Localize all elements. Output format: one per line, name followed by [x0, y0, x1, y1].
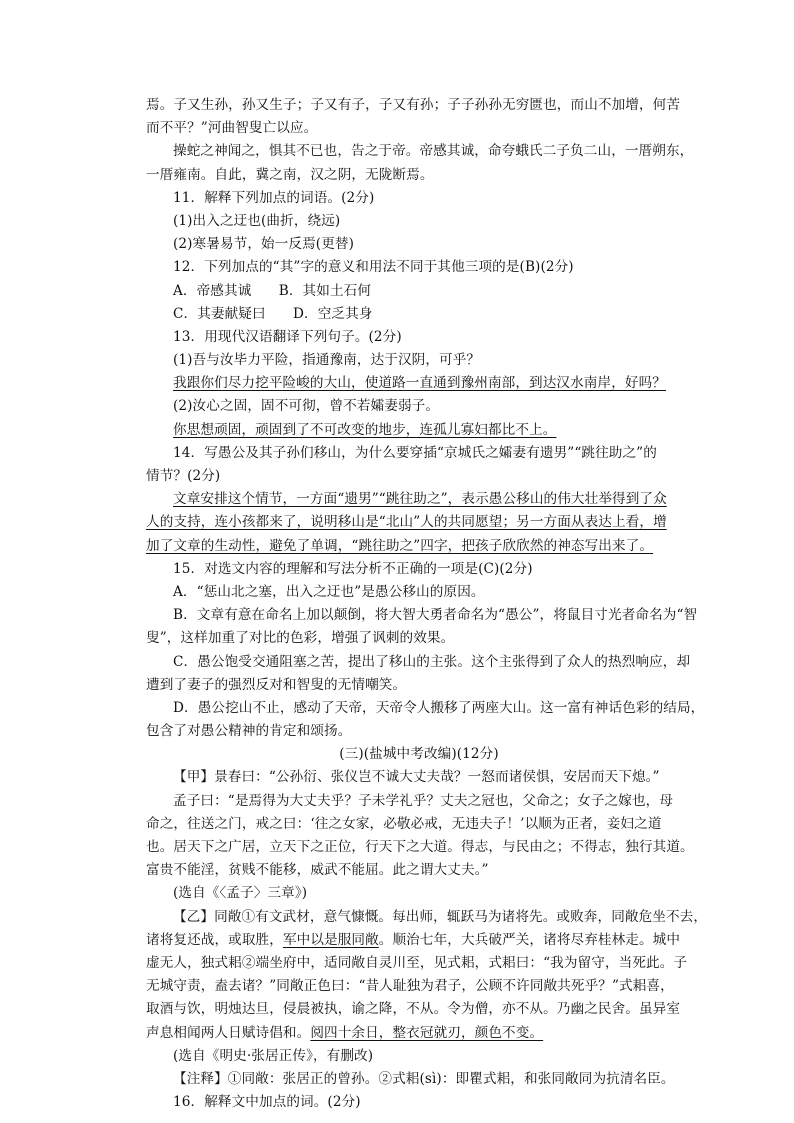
text-line: 16．解释文中加点的词。(2分): [173, 1094, 361, 1111]
text-line: 12．下列加点的“其”字的意义和用法不同于其他三项的是(B)(2分): [173, 259, 574, 276]
text-line: 15．对选文内容的理解和写法分析不正确的一项是(C)(2分): [173, 560, 533, 577]
text-line: (2)汝心之固，固不可彻，曾不若孀妻弱子。: [173, 398, 440, 415]
text-line: B．文章有意在命名上加以颠倒，将大智大勇者命名为“愚公”，将鼠目寸光者命名为“智: [173, 607, 698, 624]
text-line: 【甲】景春曰：“公孙衍、张仪岂不诚大丈夫哉？一怒而诸侯惧，安居而天下熄。”: [173, 769, 660, 786]
text-line: 操蛇之神闻之，惧其不已也，告之于帝。帝感其诚，命夸蛾氏二子负二山，一厝朔东，: [173, 143, 694, 160]
text-line: 包含了对愚公精神的肯定和颂扬。: [146, 723, 352, 740]
text-line: 虚无人，独式耜②端坐府中，适同敞自灵川至，见式耜，式耜曰：“我为留守，当死此。子: [146, 954, 688, 971]
text-line: 富贵不能淫，贫贱不能移，威武不能屈。此之谓大丈夫。”: [146, 862, 489, 879]
text-line: 遭到了妻子的强烈反对和智叟的无情嘲笑。: [146, 676, 407, 693]
text-line: (三)(盐城中考改编)(12分): [339, 746, 499, 763]
text-line: 命之，往送之门，戒之曰：‘往之女家，必敬必戒，无违夫子！’以顺为正者，妾妇之道: [146, 815, 662, 832]
text-line: (2)寒暑易节，始一反焉(更替): [173, 236, 354, 253]
text-line: 而不平？”河曲智叟亡以应。: [146, 120, 318, 137]
text-line: 我跟你们尽力挖平险峻的大山，使道路一直通到豫州南部，到达汉水南岸，好吗？: [173, 375, 666, 392]
underlined-segment: 军中以是服同敞: [282, 931, 379, 948]
text-line: 文章安排这个情节，一方面“遗男”“跳往助之”，表示愚公移山的伟大壮举得到了众: [173, 491, 667, 508]
text-line: 【乙】同敞①有文武材，意气慷慨。每出师，辄跃马为诸将先。或败奔，同敞危坐不去，: [173, 908, 708, 925]
text-line: [146, 929, 692, 952]
text-line: 情节？(2分): [146, 468, 221, 484]
text-line: A．“惩山北之塞，出入之迂也”是愚公移山的原因。: [173, 583, 485, 600]
text-line: 叟”，这样加重了对比的色彩，增强了讽刺的效果。: [146, 630, 455, 647]
text-line: 加了文章的生动性，避免了单调，“跳往助之”四字，把孩子欣欣然的神态写出来了。: [146, 537, 654, 554]
text-line: 焉。子又生孙，孙又生子；子又有子，子又有孙；子子孙孙无穷匮也，而山不加增，何苦: [146, 97, 681, 113]
text-line: 14．写愚公及其子孙们移山，为什么要穿插“京城氏之孀妻有遗男”“跳往助之”的: [173, 444, 657, 461]
text-line: 也。居天下之广居，立天下之正位，行天下之大道。得志，与民由之；不得志，独行其道。: [146, 839, 694, 855]
text-segment: 。顺治七年，大兵破严关，诸将尽弃桂林走。城中: [378, 931, 681, 948]
text-line: A．帝感其诚 B．其如土石何: [173, 282, 372, 299]
text-line: (1)出入之迂也(曲折，绕远): [173, 212, 341, 229]
text-line: 【注释】①同敞：张居正的曾孙。②式耜(sì)：即瞿式耜，和张同敞同为抗清名臣。: [173, 1070, 675, 1087]
text-line: C．愚公饱受交通阻塞之苦，提出了移山的主张。这个主张得到了众人的热烈响应，却: [173, 653, 691, 670]
underlined-segment: 阅四十余日，整衣冠就刃，颜色不变。: [310, 1024, 544, 1041]
text-line: 你思想顽固，顽固到了不可改变的地步，连孤儿寡妇都比不上。: [173, 421, 557, 438]
text-line: C．其妻献疑曰 D．空乏其身: [173, 305, 373, 322]
text-line: 13．用现代汉语翻译下列句子。(2分): [173, 328, 402, 345]
text-segment: 诸将复还战，或取胜，: [146, 931, 283, 948]
text-line: 一厝雍南。自此，冀之南，汉之阴，无陇断焉。: [146, 166, 434, 183]
text-line: 人的支持，连小孩都来了，说明移山是“北山”人的共同愿望；另一方面从表达上看，增: [146, 514, 667, 531]
text-line: 取酒与饮，明烛达旦，侵晨被执，谕之降，不从。令为僧，亦不从。乃幽之民舍。虽异室: [146, 1001, 681, 1018]
text-line: 孟子曰：“是焉得为大丈夫乎？子未学礼乎？丈夫之冠也，父命之；女子之嫁也，母: [173, 792, 674, 809]
text-line: [146, 1022, 692, 1045]
text-segment: 声息相闻两人日赋诗倡和。: [146, 1024, 311, 1041]
text-line: 无城守责，盍去诸？”同敞正色曰：“昔人耻独为君子，公顾不许同敞共死乎？”式耜喜，: [146, 978, 674, 995]
text-line: (选自《明史·张居正传》，有删改): [173, 1047, 374, 1064]
text-line: 11．解释下列加点的词语。(2分): [173, 189, 375, 206]
text-line: (选自《〈孟子〉三章》): [173, 885, 308, 902]
text-line: D．愚公挖山不止，感动了天帝，天帝令人搬移了两座大山。这一富有神话色彩的结局，: [173, 699, 705, 716]
text-line: (1)吾与汝毕力平险，指通豫南，达于汉阴，可乎？: [173, 352, 481, 369]
document-page: [146, 94, 708, 1114]
